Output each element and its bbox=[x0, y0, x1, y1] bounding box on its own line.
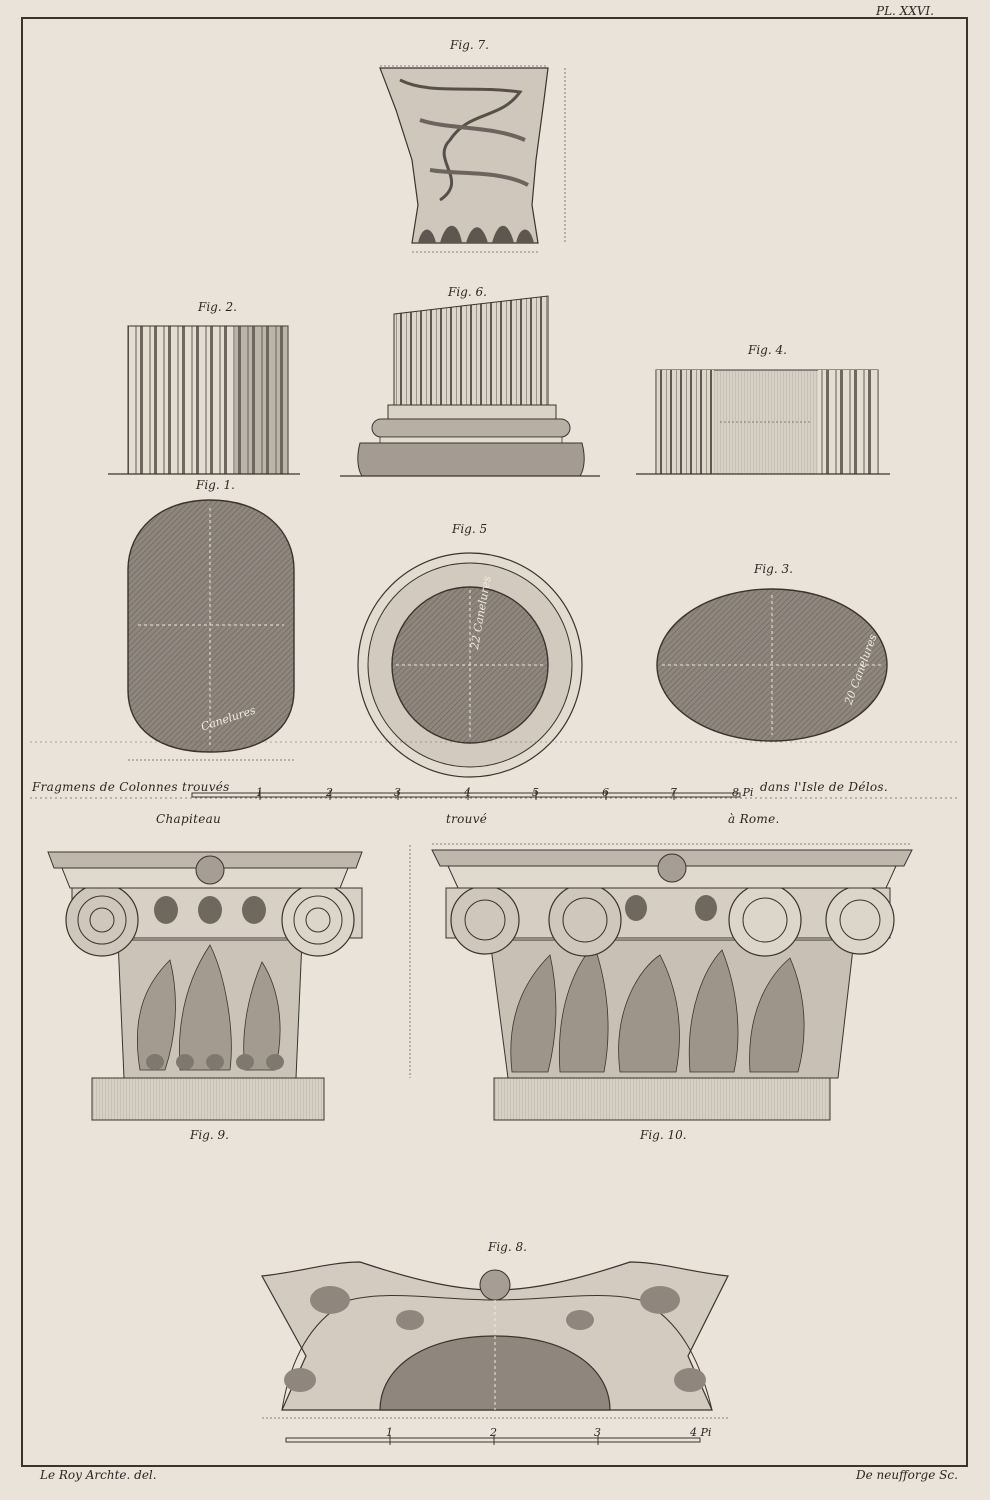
fig1-canelures-label: Canelures bbox=[199, 703, 258, 734]
upper-scale-tick-1: 1 bbox=[256, 786, 263, 799]
fig5-label: Fig. 5 bbox=[452, 522, 488, 536]
rome-caption-rome: à Rome. bbox=[728, 812, 780, 826]
lower-scale-tick-4: 4 Pi bbox=[690, 1426, 712, 1439]
fig1-label: Fig. 1. bbox=[196, 478, 235, 492]
fig10-label: Fig. 10. bbox=[640, 1128, 687, 1142]
fig2-label: Fig. 2. bbox=[198, 300, 237, 314]
upper-scale-tick-5: 5 bbox=[532, 786, 539, 799]
delos-caption-right: dans l'Isle de Délos. bbox=[760, 780, 888, 794]
fig7-label: Fig. 7. bbox=[450, 38, 489, 52]
engraver-credit-left: Le Roy Archte. del. bbox=[40, 1468, 157, 1482]
fig8-capital-plan bbox=[262, 1262, 728, 1418]
rome-caption-chapiteau: Chapiteau bbox=[156, 812, 222, 826]
fig6-column-base bbox=[340, 296, 600, 476]
fig3-section bbox=[657, 589, 887, 741]
fig6-label: Fig. 6. bbox=[448, 285, 487, 299]
lower-scale-tick-3: 3 bbox=[594, 1426, 601, 1439]
upper-scale-tick-7: 7 bbox=[670, 786, 677, 799]
upper-scale-tick-4: 4 bbox=[464, 786, 471, 799]
plate-number: PL. XXVI. bbox=[876, 4, 934, 18]
lower-scale-tick-1: 1 bbox=[386, 1426, 393, 1439]
fig9-label: Fig. 9. bbox=[190, 1128, 229, 1142]
delos-caption-left: Fragmens de Colonnes trouvés bbox=[32, 780, 230, 794]
upper-scale-tick-2: 2 bbox=[326, 786, 333, 799]
upper-scale-tick-6: 6 bbox=[602, 786, 609, 799]
fig10-capital bbox=[432, 844, 912, 1120]
rome-caption-trouve: trouvé bbox=[446, 812, 488, 826]
fig3-canelures-label: 20 Canelures bbox=[842, 632, 880, 707]
fig4-drum-elevation bbox=[636, 370, 890, 474]
fig8-label: Fig. 8. bbox=[488, 1240, 527, 1254]
fig9-capital bbox=[48, 845, 410, 1120]
fig2-fluted-drum bbox=[108, 326, 300, 474]
fig3-label: Fig. 3. bbox=[754, 562, 793, 576]
upper-scale-tick-8: 8 Pi bbox=[732, 786, 754, 799]
engraver-credit-right: De neufforge Sc. bbox=[856, 1468, 958, 1482]
fig5-canelures-label: 22 Canelures bbox=[468, 575, 494, 651]
fig4-label: Fig. 4. bbox=[748, 343, 787, 357]
lower-scale-tick-2: 2 bbox=[490, 1426, 497, 1439]
upper-scale-tick-3: 3 bbox=[394, 786, 401, 799]
fig7-rough-capital bbox=[380, 66, 565, 252]
fig5-section bbox=[358, 553, 582, 777]
